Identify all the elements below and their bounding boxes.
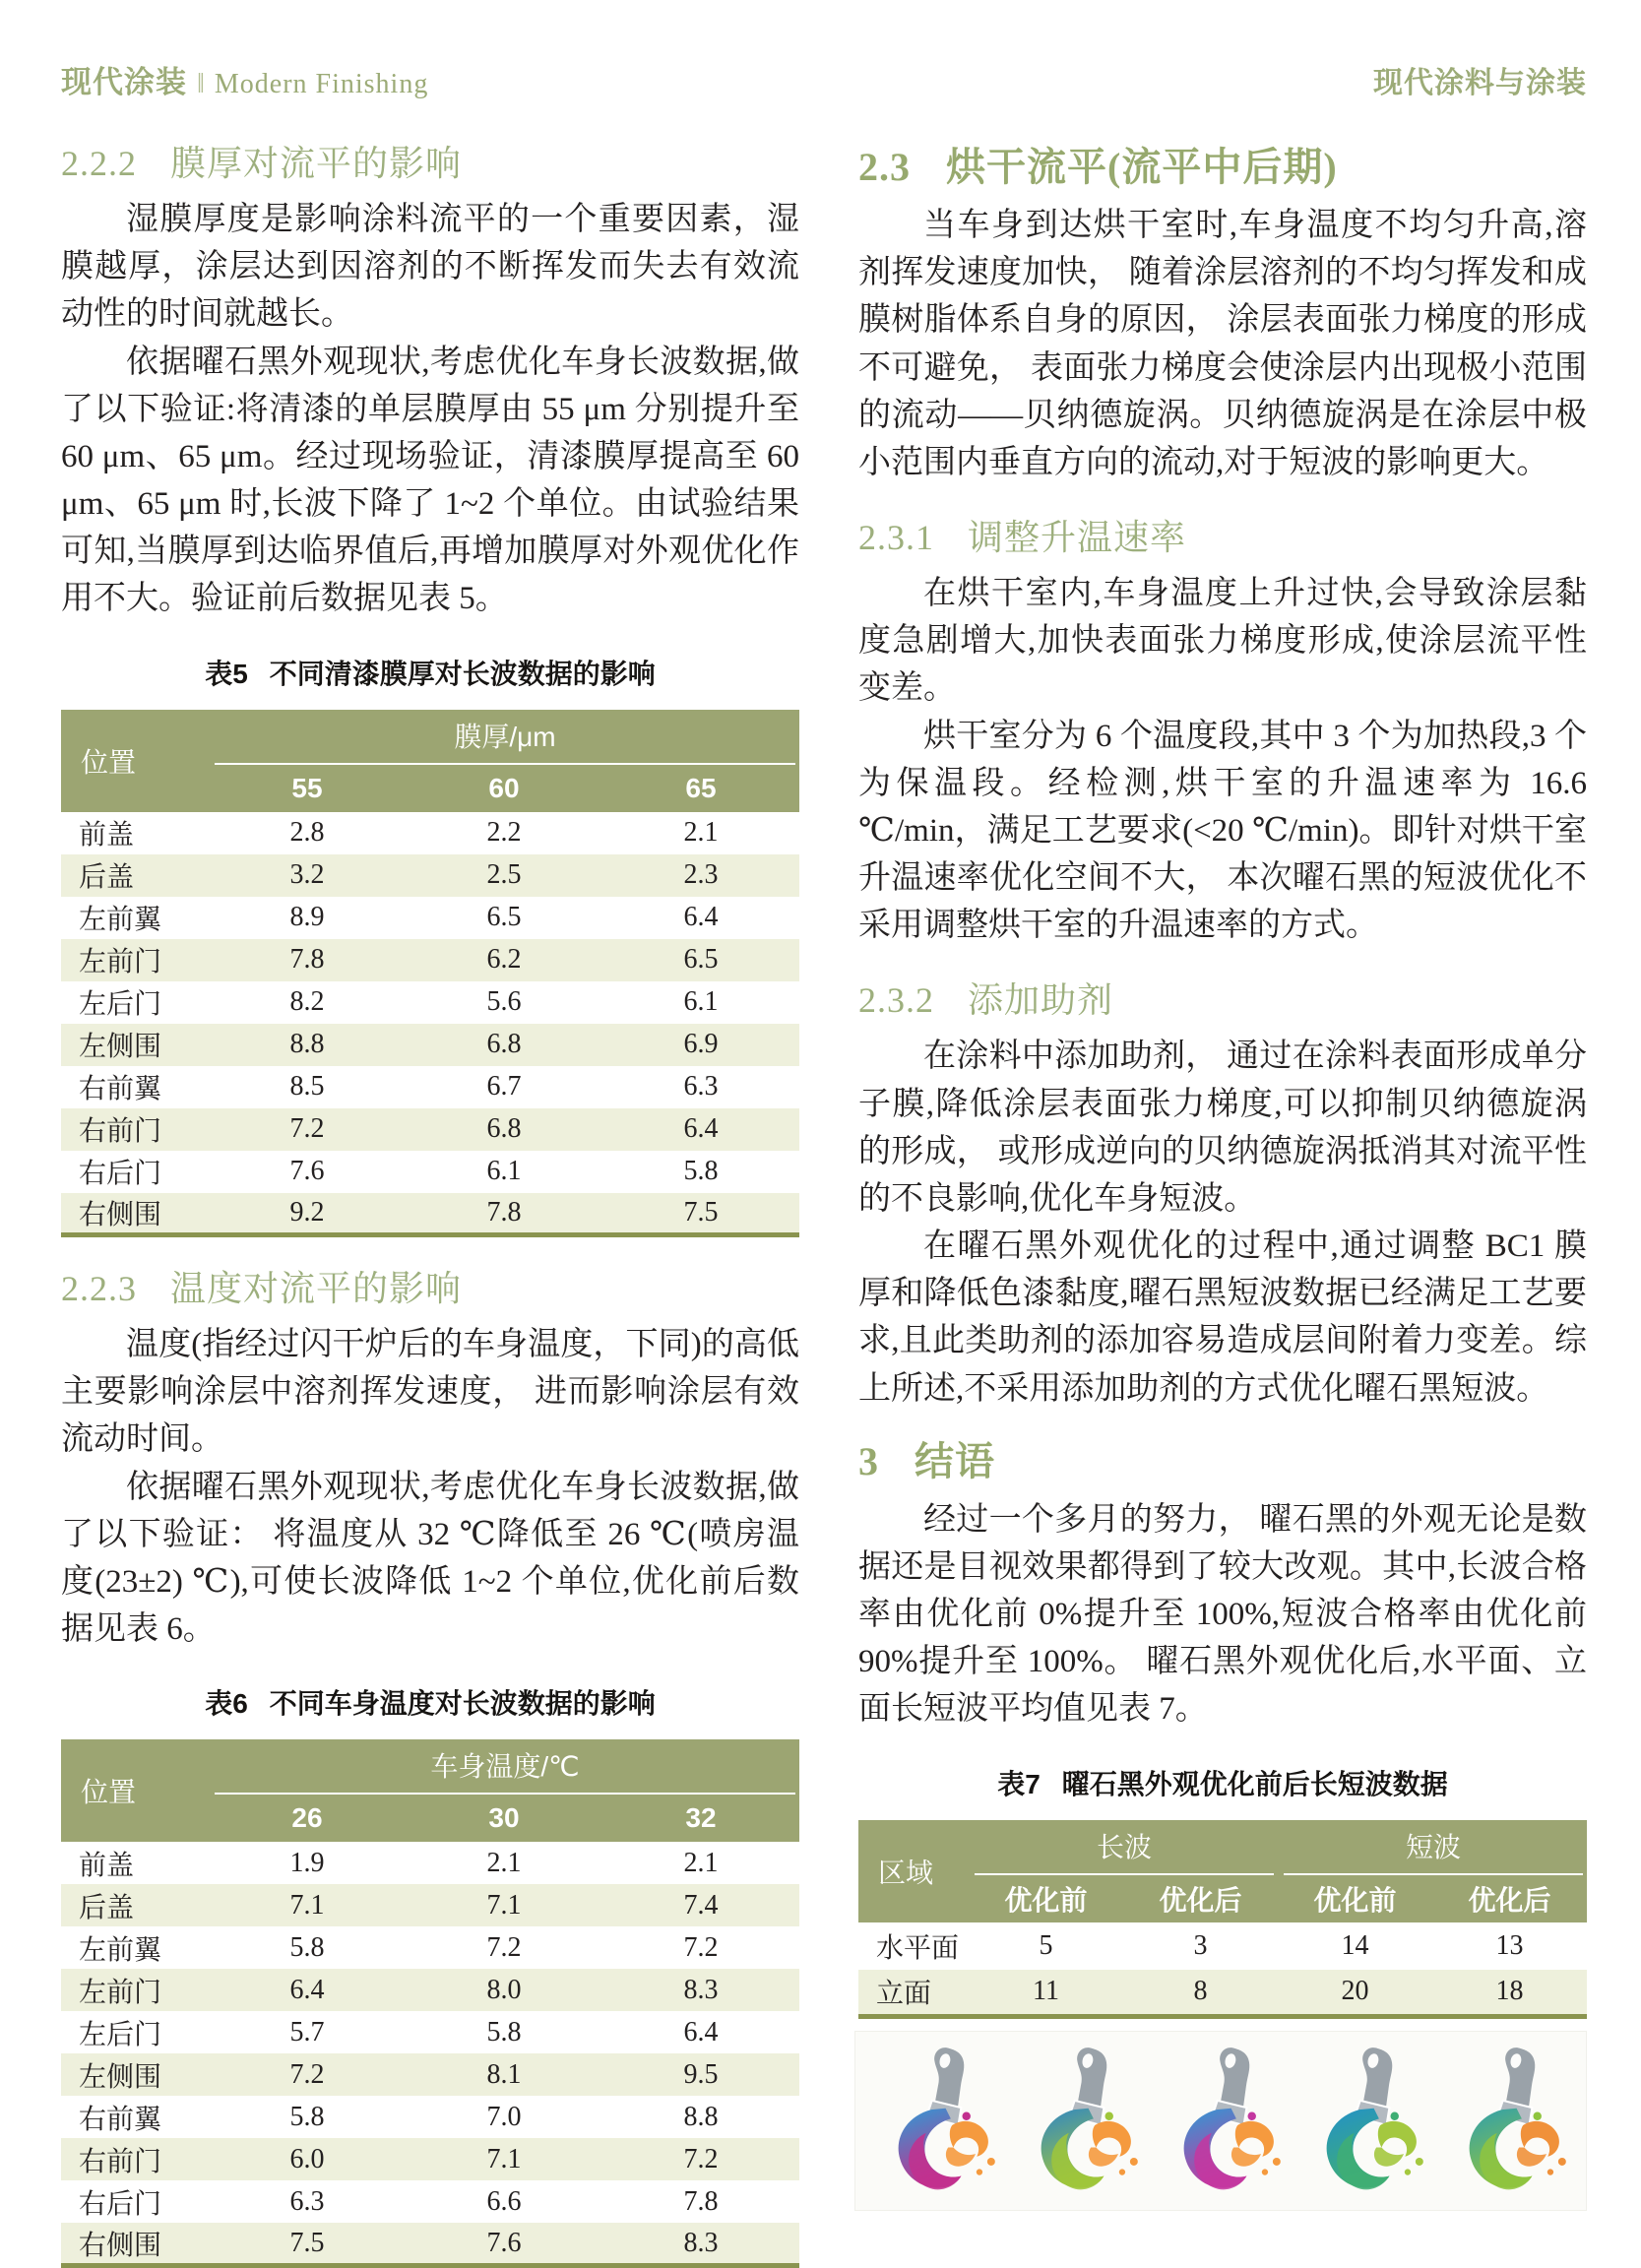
data-cell: 7.1 [486, 2143, 522, 2174]
data-cell: 6.4 [683, 902, 719, 933]
journal-brand-left [61, 57, 428, 101]
table-row [61, 2096, 799, 2138]
data-cell: 5.8 [289, 2101, 325, 2132]
table-row [61, 2223, 799, 2265]
data-cell: 2.1 [683, 1847, 719, 1878]
paint-splash-logo [868, 2045, 1002, 2198]
data-cell: 7.8 [406, 1193, 602, 1235]
data-cell: 2.5 [486, 859, 522, 891]
data-cell: 6.9 [683, 1029, 719, 1060]
data-cell: 6.4 [683, 2016, 719, 2048]
table-row [61, 1151, 799, 1193]
data-cell: 2.8 [289, 817, 325, 849]
right-column [858, 136, 1587, 2187]
column-group-header: 短波 [1278, 1820, 1587, 1875]
column-header: 优化前 [969, 1875, 1123, 1922]
data-cell: 5.8 [289, 1931, 325, 1963]
data-cell: 6.2 [486, 944, 522, 976]
row-label: 左前门 [79, 947, 162, 978]
data-cell: 1.9 [289, 1847, 325, 1878]
data-cell: 7.5 [209, 2223, 406, 2265]
table-row [61, 1926, 799, 1969]
data-cell: 6.3 [683, 1071, 719, 1102]
paint-splash-logo [1154, 2045, 1288, 2198]
data-cell: 8.1 [486, 2058, 522, 2090]
table-row [61, 1884, 799, 1926]
heading-2-3-1: 2.3.1 调整升温速率 [858, 518, 1187, 558]
paint-splash-logo [1011, 2045, 1145, 2198]
table-film-thickness [61, 710, 799, 1238]
data-cell: 3.2 [289, 859, 325, 891]
data-cell: 7.5 [602, 1193, 799, 1235]
data-cell: 7.2 [486, 1931, 522, 1963]
row-label: 右前翼 [79, 1074, 162, 1105]
data-cell: 2.3 [683, 859, 719, 891]
data-cell: 11 [969, 1970, 1123, 2017]
footer-logo-strip [854, 2031, 1587, 2211]
column-header: 区域 [858, 1820, 969, 1922]
table-row [61, 897, 799, 939]
data-cell: 6.1 [683, 986, 719, 1018]
data-cell: 13 [1495, 1929, 1524, 1961]
data-cell: 9.2 [209, 1193, 406, 1235]
table-row [61, 812, 799, 854]
table-row [61, 1969, 799, 2011]
data-cell: 9.5 [683, 2058, 719, 2090]
paragraph: 依据曜石黑外观现状,考虑优化车身长波数据,做了以下验证： 将温度从 32 ℃降低至 26 ℃(喷房温度(23±2) ℃),可使长波降低 1~2 个单位,优化前后数据见表 6。 [61, 1469, 799, 1648]
data-cell: 2.2 [486, 817, 522, 849]
paragraph: 温度(指经过闪干炉后的车身温度，下同)的高低主要影响涂层中溶剂挥发速度， 进而影响涂层有效流动时间。 [61, 1327, 799, 1458]
row-label: 水平面 [876, 1932, 960, 1964]
data-cell: 7.2 [289, 1113, 325, 1145]
column-header: 优化前 [1278, 1875, 1432, 1922]
data-cell: 6.0 [289, 2143, 325, 2174]
column-header: 优化后 [1123, 1875, 1278, 1922]
table-row [61, 2011, 799, 2053]
column-header: 65 [602, 765, 799, 812]
table-row [858, 1970, 1587, 2017]
column-header: 60 [406, 765, 602, 812]
table-row [61, 2180, 799, 2223]
data-cell: 5 [1039, 1929, 1053, 1961]
column-group-header: 车身温度/℃ [209, 1739, 799, 1795]
table-row [858, 1922, 1587, 1970]
row-label: 左后门 [79, 2019, 162, 2050]
table-row [61, 1024, 799, 1066]
paragraph: 当车身到达烘干室时,车身温度不均匀升高,溶剂挥发速度加快， 随着涂层溶剂的不均匀挥发和成膜树脂体系自身的原因， 涂层表面张力梯度的形成不可避免， 表面张力梯度会使涂层内出现极小范围的流动——贝纳德旋涡。贝纳德旋涡是在涂层中极小范围内垂直方向的流动,对于短波的影响更大。 [858, 208, 1587, 480]
data-cell: 6.4 [289, 1974, 325, 2005]
column-header: 32 [602, 1795, 799, 1842]
paragraph: 在烘干室内,车身温度上升过快,会导致涂层黏度急剧增大,加快表面张力梯度形成,使涂层流平性变差。 [858, 576, 1587, 707]
data-cell: 6.7 [486, 1071, 522, 1102]
data-cell: 5.8 [683, 1156, 719, 1187]
data-cell: 7.2 [683, 2143, 719, 2174]
brand-separator: ‖ [197, 69, 205, 99]
data-cell: 2.1 [486, 1847, 522, 1878]
column-header: 优化后 [1432, 1875, 1587, 1922]
column-header: 位置 [61, 1739, 209, 1842]
data-cell: 6.6 [486, 2185, 522, 2217]
table-wave-data [858, 1820, 1587, 2020]
data-cell: 7.6 [406, 2223, 602, 2265]
data-cell: 3 [1193, 1929, 1208, 1961]
data-cell: 7.8 [683, 2185, 719, 2217]
data-cell: 8.9 [289, 902, 325, 933]
data-cell: 8.0 [486, 1974, 522, 2005]
journal-name-en: Modern Finishing [214, 69, 429, 99]
data-cell: 6.8 [486, 1029, 522, 1060]
data-cell: 8.3 [602, 2223, 799, 2265]
data-cell: 7.4 [683, 1889, 719, 1921]
column-group-header: 膜厚/μm [209, 710, 799, 765]
table6-caption: 表6 不同车身温度对长波数据的影响 [205, 1688, 656, 1720]
paint-splash-logo [1296, 2045, 1430, 2198]
row-label: 后盖 [79, 862, 135, 894]
heading-2-3: 2.3 烘干流平(流平中后期) [858, 145, 1338, 189]
data-cell: 14 [1341, 1929, 1369, 1961]
table-row [61, 2138, 799, 2180]
data-cell: 7.1 [289, 1889, 325, 1921]
column-group-header: 长波 [969, 1820, 1278, 1875]
table-row [61, 1842, 799, 1884]
data-cell: 2.1 [683, 817, 719, 849]
row-label: 左后门 [79, 989, 162, 1021]
left-column [61, 136, 799, 2268]
row-label: 右后门 [79, 1159, 162, 1190]
data-cell: 6.5 [683, 944, 719, 976]
data-cell: 8.3 [683, 1974, 719, 2005]
table7-caption: 表7 曜石黑外观优化前后长短波数据 [997, 1768, 1448, 1799]
data-cell: 8.2 [289, 986, 325, 1018]
data-cell: 8.8 [289, 1029, 325, 1060]
journal-name-cn: 现代涂装 [61, 65, 187, 99]
table-body-temperature [61, 1739, 799, 2268]
data-cell: 7.1 [486, 1889, 522, 1921]
table5-caption: 表5 不同清漆膜厚对长波数据的影响 [205, 658, 656, 689]
table-row [61, 854, 799, 897]
row-label: 前盖 [79, 820, 135, 851]
table-row [61, 981, 799, 1024]
heading-3-conclusion: 3 结语 [858, 1438, 995, 1483]
row-label: 左前翼 [79, 905, 162, 936]
column-header: 26 [209, 1795, 406, 1842]
page-header [61, 57, 1587, 101]
table-row [61, 1108, 799, 1151]
data-cell: 20 [1278, 1970, 1432, 2017]
row-label: 左前门 [79, 1977, 162, 2008]
table-row [61, 2053, 799, 2096]
paragraph: 湿膜厚度是影响涂料流平的一个重要因素，湿膜越厚，涂层达到因溶剂的不断挥发而失去有效流动性的时间就越长。 [61, 202, 799, 333]
data-cell: 5.7 [289, 2016, 325, 2048]
row-label: 右侧围 [61, 2223, 209, 2265]
data-cell: 6.8 [486, 1113, 522, 1145]
data-cell: 7.0 [486, 2101, 522, 2132]
data-cell: 8.8 [683, 2101, 719, 2132]
data-cell: 8.5 [289, 1071, 325, 1102]
row-label: 右前翼 [79, 2104, 162, 2135]
row-label: 右侧围 [61, 1193, 209, 1235]
paint-splash-logo [1439, 2045, 1573, 2198]
column-header: 30 [406, 1795, 602, 1842]
data-cell: 7.2 [683, 1931, 719, 1963]
row-label: 后盖 [79, 1892, 135, 1923]
row-label: 左侧围 [79, 2061, 162, 2093]
paragraph: 经过一个多月的努力， 曜石黑的外观无论是数据还是目视效果都得到了较大改观。其中,长波合格率由优化前 0%提升至 100%,短波合格率由优化前 90%提升至 100%。 曜石黑外观优化后,水平面、立面长短波平均值见表 7。 [858, 1501, 1587, 1728]
row-label: 立面 [858, 1970, 969, 2017]
data-cell: 8 [1123, 1970, 1278, 2017]
table-row [61, 1066, 799, 1108]
data-cell: 6.1 [486, 1156, 522, 1187]
table-row [61, 1193, 799, 1235]
data-cell: 7.2 [289, 2058, 325, 2090]
row-label: 右前门 [79, 1116, 162, 1148]
paragraph: 依据曜石黑外观现状,考虑优化车身长波数据,做了以下验证:将清漆的单层膜厚由 55 μm 分别提升至 60 μm、65 μm。经过现场验证，清漆膜厚提高至 60 μm、65 μm 时,长波下降了 1~2 个单位。由试验结果可知,当膜厚到达临界值后,再增加膜厚对外观优化作用不大。验证前后数据见表 5。 [61, 344, 799, 617]
data-cell: 6.3 [289, 2185, 325, 2217]
paragraph: 烘干室分为 6 个温度段,其中 3 个为加热段,3 个为保温段。经检测,烘干室的升温速率为 16.6 ℃/min，满足工艺要求(<20 ℃/min)。即针对烘干室升温速率优化空间不大， 本次曜石黑的短波优化不采用调整烘干室的升温速率的方式。 [858, 718, 1587, 944]
table-row [61, 939, 799, 981]
row-label: 右前门 [79, 2146, 162, 2177]
heading-2-2-3: 2.2.3 温度对流平的影响 [61, 1269, 463, 1309]
row-label: 左侧围 [79, 1032, 162, 1063]
column-header: 55 [209, 765, 406, 812]
row-label: 左前翼 [79, 1934, 162, 1966]
data-cell: 18 [1432, 1970, 1587, 2017]
paragraph: 在涂料中添加助剂， 通过在涂料表面形成单分子膜,降低涂层表面张力梯度,可以抑制贝纳德旋涡的形成， 或形成逆向的贝纳德旋涡抵消其对流平性的不良影响,优化车身短波。 [858, 1039, 1587, 1217]
row-label: 右后门 [79, 2188, 162, 2220]
heading-2-2-2: 2.2.2 膜厚对流平的影响 [61, 144, 463, 183]
data-cell: 5.6 [486, 986, 522, 1018]
data-cell: 6.5 [486, 902, 522, 933]
paragraph: 在曜石黑外观优化的过程中,通过调整 BC1 膜厚和降低色漆黏度,曜石黑短波数据已经满足工艺要求,且此类助剂的添加容易造成层间附着力变差。综上所述,不采用添加助剂的方式优化曜石黑短波。 [858, 1228, 1587, 1407]
column-header: 位置 [61, 710, 209, 812]
row-label: 前盖 [79, 1850, 135, 1881]
data-cell: 7.6 [289, 1156, 325, 1187]
journal-section-title: 现代涂料与涂装 [1373, 67, 1587, 99]
heading-2-3-2: 2.3.2 添加助剂 [858, 980, 1114, 1021]
data-cell: 6.4 [683, 1113, 719, 1145]
data-cell: 5.8 [486, 2016, 522, 2048]
data-cell: 7.8 [289, 944, 325, 976]
